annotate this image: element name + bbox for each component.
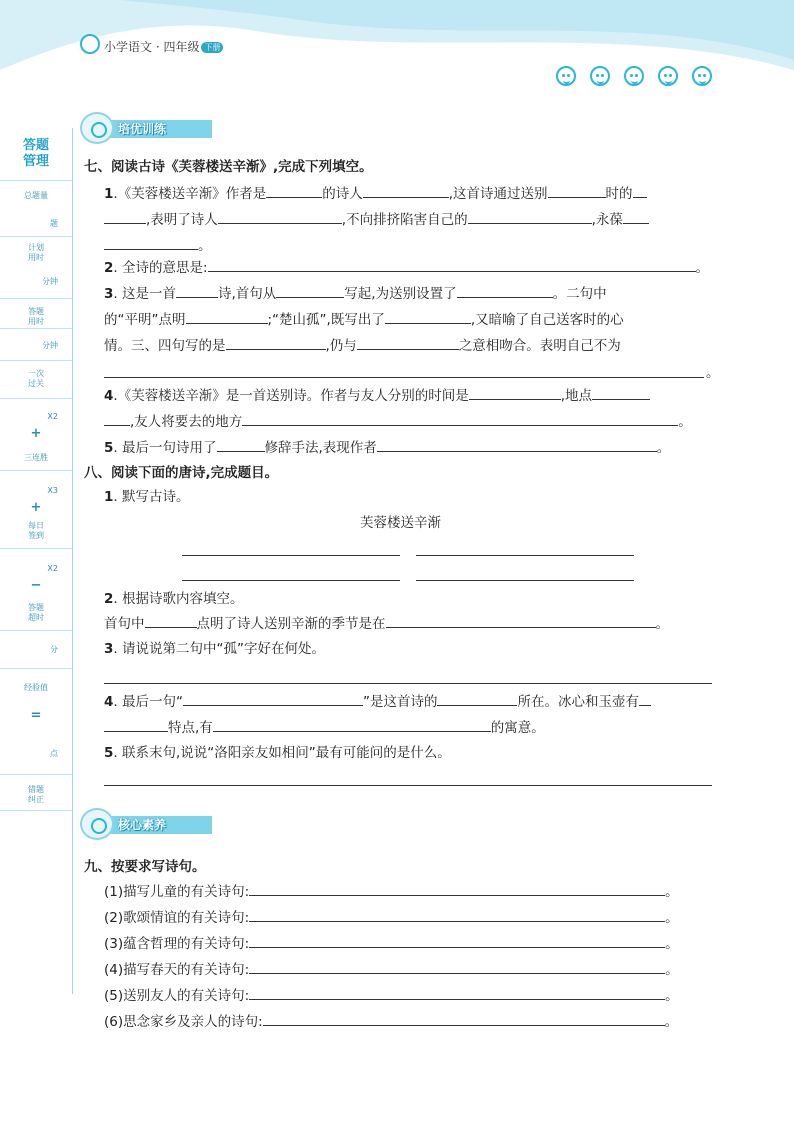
q8-1: 1. 默写古诗。 <box>104 489 190 505</box>
minus-sign: − <box>30 578 42 593</box>
blank[interactable] <box>218 210 342 224</box>
q7-3-line1: 3. 这是一首 诗,首句从 写起,为送别设置了 。二句中 <box>104 286 607 302</box>
multiplier-x2-b: X2 <box>47 564 58 573</box>
blank[interactable] <box>266 184 322 198</box>
book-title: 小学语文 · 四年级 <box>104 40 200 54</box>
used-time-unit: 分钟 <box>42 341 58 350</box>
q7-1-line3: 。 <box>104 236 212 255</box>
q8-4-line2: 特点,有 的寓意。 <box>104 718 545 737</box>
overtime-label: 答题 <box>28 603 44 612</box>
q7-5: 5. 最后一句诗用了 修辞手法,表现作者 。 <box>104 440 671 456</box>
q8-3: 3. 请说说第二句中“孤”字好在何处。 <box>104 641 325 657</box>
q7-3-end: 。 <box>706 365 720 381</box>
q7-title: 七、阅读古诗《芙蓉楼送辛渐》,完成下列填空。 <box>84 159 373 175</box>
overtime-label-2: 超时 <box>28 613 44 622</box>
blank[interactable] <box>104 412 130 426</box>
header-logo-icon <box>80 34 100 54</box>
smiley-face-icon <box>590 66 610 86</box>
student-icon <box>80 112 114 144</box>
daily-checkin-label-2: 签到 <box>28 531 44 540</box>
blank[interactable] <box>249 934 665 948</box>
blank[interactable] <box>469 386 561 400</box>
poem-line-blank[interactable] <box>416 580 634 581</box>
streak-label: 三连胜 <box>24 453 48 462</box>
blank[interactable] <box>357 336 459 350</box>
error-fix-label: 错题 <box>28 785 44 794</box>
blank[interactable] <box>457 284 553 298</box>
equals-sign: = <box>30 708 42 723</box>
blank[interactable] <box>623 210 649 224</box>
smiley-face-icon <box>556 66 576 86</box>
q9-item: (4)描写春天的有关诗句: 。 <box>104 962 679 978</box>
q7-4-line1: 4.《芙蓉楼送辛渐》是一首送别诗。作者与友人分别的时间是 ,地点 <box>104 386 650 405</box>
multiplier-x3: X3 <box>47 486 58 495</box>
smiley-face-icon <box>658 66 678 86</box>
error-fix-label-2: 纠正 <box>28 795 44 804</box>
q8-4-line1: 4. 最后一句“ ”是这首诗的 所在。冰心和玉壶有 <box>104 692 651 711</box>
total-questions-label: 总题量 <box>24 191 48 200</box>
volume-badge: 下册 <box>201 42 223 53</box>
plus-sign: + <box>30 426 42 441</box>
q7-3-line2: 的“平明”点明 ;“楚山孤”,既写出了 ,又暗喻了自己送客时的心 <box>104 312 624 328</box>
points-unit: 点 <box>50 749 58 758</box>
experience-label: 经验值 <box>24 683 48 692</box>
planned-time-label-2: 用时 <box>28 253 44 262</box>
blank[interactable] <box>226 336 326 350</box>
section-banner-core <box>80 814 220 836</box>
q7-2: 2. 全诗的意思是: 。 <box>104 260 710 276</box>
planned-time-unit: 分钟 <box>42 277 58 286</box>
blank[interactable] <box>145 614 197 628</box>
blank[interactable] <box>249 960 665 974</box>
plus-sign: + <box>30 500 42 515</box>
blank[interactable] <box>208 258 696 272</box>
answer-line[interactable] <box>104 683 712 684</box>
blank[interactable] <box>104 718 168 732</box>
header-wave <box>0 0 794 110</box>
pass-once-label-2: 过关 <box>28 379 44 388</box>
blank[interactable] <box>249 908 665 922</box>
sidebar-heading-2: 管理 <box>22 154 49 169</box>
banner-title: 培优训练 <box>118 122 167 136</box>
blank[interactable] <box>377 438 657 452</box>
answer-line[interactable] <box>104 377 704 378</box>
section-banner-training <box>80 118 220 140</box>
sidebar-heading-1: 答题 <box>22 138 49 153</box>
score-unit: 分 <box>50 645 58 654</box>
smiley-face-icon <box>624 66 644 86</box>
used-time-label-2: 用时 <box>28 317 44 326</box>
blank[interactable] <box>385 310 471 324</box>
blank[interactable] <box>592 386 650 400</box>
blank[interactable] <box>217 438 265 452</box>
multiplier-x2: X2 <box>47 412 58 421</box>
total-questions-unit: 题 <box>50 219 58 228</box>
planned-time-label: 计划 <box>28 243 44 252</box>
blank[interactable] <box>249 986 665 1000</box>
q9-item: (3)蕴含哲理的有关诗句: 。 <box>104 936 679 952</box>
blank[interactable] <box>386 614 656 628</box>
q8-2-line: 首句中 点明了诗人送别辛渐的季节是在 。 <box>104 616 669 632</box>
answer-line[interactable] <box>104 785 712 786</box>
poem-line-blank[interactable] <box>182 580 400 581</box>
blank[interactable] <box>363 184 449 198</box>
answer-management-sidebar <box>0 128 73 994</box>
poem-title: 芙蓉楼送辛渐 <box>360 515 441 531</box>
q7-3-line3: 情。三、四句写的是 ,仍与 之意相吻合。表明自己不为 <box>104 338 621 354</box>
header-title <box>104 38 223 55</box>
q9-item: (1)描写儿童的有关诗句: 。 <box>104 884 679 900</box>
smiley-face-icon <box>692 66 712 86</box>
q9-item: (5)送别友人的有关诗句: 。 <box>104 988 679 1004</box>
blank[interactable] <box>242 412 678 426</box>
q7-4-line2: ,友人将要去的地方 。 <box>104 412 692 431</box>
blank[interactable] <box>548 184 606 198</box>
blank[interactable] <box>104 236 198 250</box>
blank[interactable] <box>263 1012 665 1026</box>
q7-1-line1: 1.《芙蓉楼送辛渐》作者是 的诗人 ,这首诗通过送别 时的 <box>104 184 647 203</box>
q8-title: 八、阅读下面的唐诗,完成题目。 <box>84 465 279 481</box>
poem-line-blank[interactable] <box>182 555 400 556</box>
q9-item: (2)歌颂情谊的有关诗句: 。 <box>104 910 679 926</box>
q9-item: (6)思念家乡及亲人的诗句: 。 <box>104 1014 679 1030</box>
q8-2: 2. 根据诗歌内容填空。 <box>104 591 244 607</box>
pass-once-label: 一次 <box>28 369 44 378</box>
blank[interactable] <box>104 210 146 224</box>
blank[interactable] <box>176 284 218 298</box>
blank[interactable] <box>213 718 491 732</box>
blank[interactable] <box>276 284 344 298</box>
blank[interactable] <box>639 692 651 706</box>
q8-5: 5. 联系末句,说说“洛阳亲友如相问”最有可能问的是什么。 <box>104 745 451 761</box>
q7-1-line2: ,表明了诗人 ,不向排挤陷害自己的 ,永葆 <box>104 210 649 229</box>
used-time-label: 答题 <box>28 307 44 316</box>
lightbulb-icon <box>80 808 114 840</box>
q9-title: 九、按要求写诗句。 <box>84 859 206 875</box>
blank[interactable] <box>437 692 517 706</box>
poem-line-blank[interactable] <box>416 555 634 556</box>
blank[interactable] <box>183 692 363 706</box>
banner-title: 核心素养 <box>118 818 167 832</box>
blank[interactable] <box>468 210 592 224</box>
daily-checkin-label: 每日 <box>28 521 44 530</box>
blank[interactable] <box>186 310 268 324</box>
blank[interactable] <box>633 184 647 198</box>
blank[interactable] <box>249 882 665 896</box>
